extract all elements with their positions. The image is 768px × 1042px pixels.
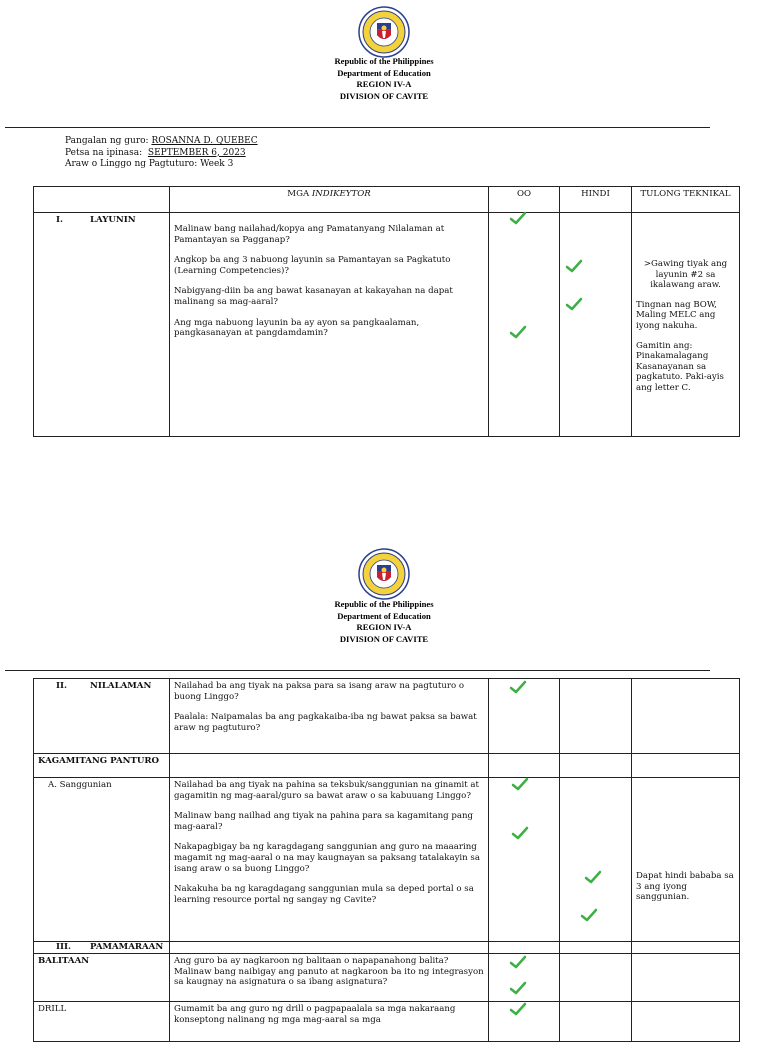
check-icon	[565, 297, 583, 311]
balitaan-questions	[170, 954, 489, 1002]
check-icon	[580, 908, 598, 922]
header-line-deped: Department of Education	[337, 610, 431, 621]
check-icon	[509, 981, 527, 995]
empty-cell	[632, 754, 740, 778]
balitaan-label: BALITAAN	[34, 954, 170, 1002]
section-nilalaman: II. NILALAMAN	[34, 679, 170, 754]
hindi-cell	[560, 954, 632, 1002]
empty-cell	[632, 942, 740, 954]
nilalaman-questions	[170, 679, 489, 754]
question-b2: Malinaw bang naibigay ang panuto at nagkaroon ba ito ng integrasyon sa kaugnay na asignatura o sa ibang asignatura?	[174, 966, 484, 988]
question-s3: Nakapagbigay ba ng karagdagang sanggunian ang guro na maaaring magamit ng mag-aaral o na may kaugnayan sa paksang tatalakayin sa isang araw o sa buong Linggo?	[174, 842, 480, 874]
question-2: Angkop ba ang 3 nabuong layunin sa Pamantayan sa Pagkatuto (Learning Competencies)?	[174, 255, 451, 276]
drill-label: DRILL	[34, 1002, 170, 1042]
col-hindi-header: HINDI	[560, 187, 632, 213]
tulong-teknikal-cell	[632, 679, 740, 754]
oo-cell	[489, 1002, 560, 1042]
tulong-teknikal-cell	[632, 954, 740, 1002]
tech-note-2: Tingnan nag BOW, Maling MELC ang iyong nakuha.	[636, 299, 717, 331]
teacher-label: Pangalan ng guro:	[65, 136, 149, 146]
tulong-teknikal-cell	[632, 213, 740, 437]
tulong-teknikal-cell	[632, 778, 740, 942]
col-indicator-header: MGA INDIKEYTOR	[170, 187, 489, 213]
tech-note-sanggunian: Dapat hindi bababa sa 3 ang iyong sanggunian.	[636, 871, 734, 903]
header-line-republic: Republic of the Philippines	[334, 599, 434, 609]
drill-questions	[170, 1002, 489, 1042]
question-s2: Malinaw bang nailhad ang tiyak na pahina para sa kagamitang pang mag-aaral?	[174, 811, 474, 832]
tulong-teknikal-cell	[632, 1002, 740, 1042]
check-icon	[509, 325, 527, 339]
oo-cell	[489, 213, 560, 437]
check-icon	[509, 211, 527, 225]
question-b1: Ang guro ba ay nagkaroon ng balitaan o napapanahong balita?	[174, 956, 449, 966]
header-line-division: DIVISION OF CAVITE	[339, 633, 429, 644]
tech-note-1: >Gawing tiyak ang layunin #2 sa ikalawang araw.	[643, 259, 728, 291]
header-divider	[5, 670, 710, 671]
empty-cell	[560, 754, 632, 778]
check-icon	[509, 955, 527, 969]
section-pamamaraan: III. PAMAMARAAN	[34, 942, 170, 954]
question-d1: Gumamit ba ang guro ng drill o pagpapaalala sa mga nakaraang konseptong nalinang ng mga mag-aaral sa mga	[174, 1004, 456, 1025]
question-s4: Nakakuha ba ng karagdagang sanggunian mula sa deped portal o sa learning resource portal ng sangay ng Cavite?	[174, 884, 474, 905]
check-icon	[511, 826, 529, 840]
empty-cell	[170, 754, 489, 778]
check-icon	[509, 680, 527, 694]
header-line-deped: Department of Education	[337, 67, 431, 78]
col-tulong-header: TULONG TEKNIKAL	[632, 187, 740, 213]
empty-cell	[489, 754, 560, 778]
layunin-questions	[170, 213, 489, 437]
check-icon	[511, 777, 529, 791]
header-line-division: DIVISION OF CAVITE	[339, 90, 429, 101]
hindi-cell	[560, 213, 632, 437]
oo-cell	[489, 679, 560, 754]
date-label: Petsa na ipinasa:	[65, 147, 143, 158]
col-oo-header: OO	[489, 187, 560, 213]
check-icon	[509, 1002, 527, 1016]
section-layunin: I. LAYUNIN	[34, 213, 170, 437]
indicator-table-layunin	[33, 186, 740, 437]
date-value: SEPTEMBER 6, 2023	[147, 147, 246, 158]
question-1: Malinaw bang nailahad/kopya ang Pamatanyang Nilalaman at Pamantayan sa Pagganap?	[174, 224, 445, 245]
question-n1: Nailahad ba ang tiyak na paksa para sa isang araw na pagtuturo o buong Linggo?	[174, 681, 465, 702]
indicator-table-nilalaman	[33, 678, 740, 1042]
question-3: Nabigyang-diin ba ang bawat kasanayan at kakayahan na dapat malinang sa mag-aaral?	[174, 286, 453, 307]
tech-note-3: Gamitin ang: Pinakamalagang Kasanayanan sa pagkatuto. Paki-ayis ang letter C.	[636, 340, 724, 393]
hindi-cell	[560, 1002, 632, 1042]
oo-cell	[489, 954, 560, 1002]
hindi-cell	[560, 679, 632, 754]
question-n2: Paalala: Naipamalas ba ang pagkakaiba-iba ng bawat paksa sa bawat araw ng pagtuturo?	[174, 712, 477, 733]
oo-cell	[489, 778, 560, 942]
week-line: Araw o Linggo ng Pagtuturo: Week 3	[65, 159, 234, 169]
teacher-name: ROSANNA D. QUEBEC	[151, 136, 258, 146]
teacher-info	[65, 136, 258, 171]
sanggunian-label: A. Sanggunian	[34, 778, 170, 942]
header-divider	[5, 127, 710, 128]
empty-cell	[489, 942, 560, 954]
header-line-region: REGION IV-A	[356, 622, 412, 632]
deped-seal-icon	[358, 548, 410, 600]
hindi-cell	[560, 778, 632, 942]
kagamitang-panturo-label: KAGAMITANG PANTURO	[34, 754, 170, 778]
question-s1: Nailahad ba ang tiyak na pahina sa teksbuk/sanggunian na ginamit at gagamitin ng mag-aaral/guro sa bawat araw o sa kabuuang Linggo?	[174, 780, 480, 801]
empty-cell	[170, 942, 489, 954]
question-4: Ang mga nabuong layunin ba ay ayon sa pangkaalaman, pangkasanayan at pangdamdamin?	[174, 317, 420, 339]
sanggunian-questions	[170, 778, 489, 942]
check-icon	[565, 259, 583, 273]
header-line-region: REGION IV-A	[356, 79, 412, 89]
deped-seal-icon	[358, 6, 410, 58]
header-line-republic: Republic of the Philippines	[334, 56, 434, 66]
empty-cell	[560, 942, 632, 954]
check-icon	[584, 870, 602, 884]
header-blank	[34, 187, 170, 213]
